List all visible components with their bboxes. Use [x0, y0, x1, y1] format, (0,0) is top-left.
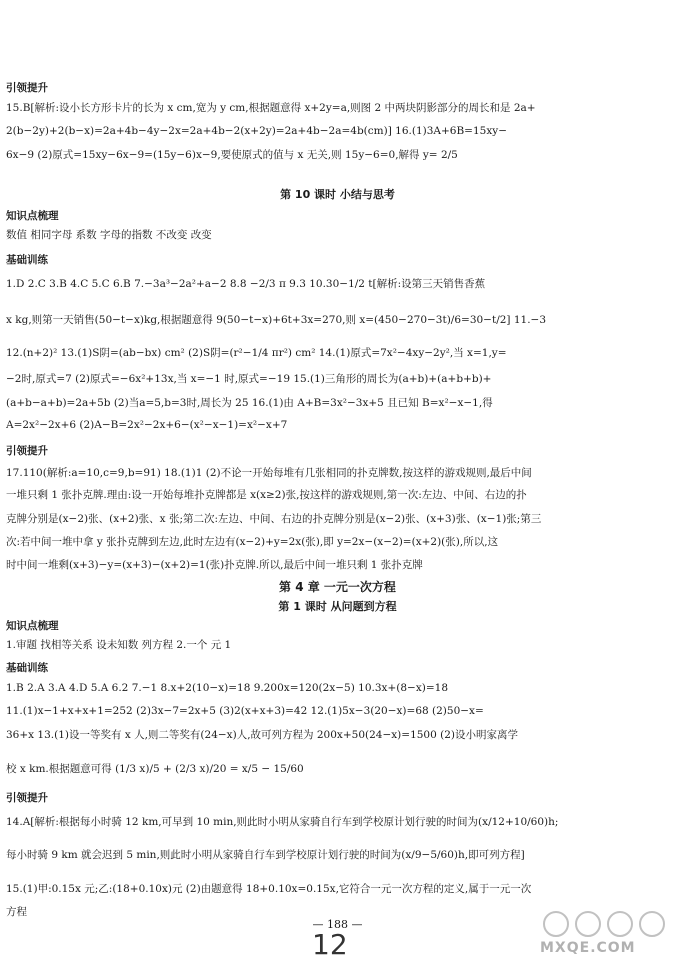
text-line: 1.审题 找相等关系 设未知数 列方程 2.一个 元 1: [6, 639, 232, 651]
lesson-title: 第 10 课时 小结与思考: [280, 188, 395, 201]
lesson-title: 第 1 课时 从问题到方程: [278, 600, 397, 613]
text-line: 数值 相同字母 系数 字母的指数 不改变 改变: [6, 229, 212, 241]
text-line: 15.(1)甲:0.15x 元;乙:(18+0.10x)元 (2)由题意得 18+0.10x=0.15x,它符合一元一次方程的定义,属于一元一次: [6, 883, 532, 895]
section-label-advance-top: 引领提升: [6, 82, 48, 94]
watermark-icon: [540, 908, 668, 940]
watermark-logo: [540, 908, 668, 960]
text-line: 14.A[解析:根据每小时骑 12 km,可早到 10 min,则此时小明从家骑自行车到学校原计划行驶的时间为(x/12+10/60)h;: [6, 816, 559, 828]
section-label-advance: 引领提升: [6, 792, 48, 804]
text-line: A=2x²−2x+6 (2)A−B=2x²−2x+6−(x²−x−1)=x²−x+7: [6, 419, 288, 431]
text-line: −2时,原式=7 (2)原式=−6x²+13x,当 x=−1 时,原式=−19 15.(1)三角形的周长为(a+b)+(a+b+b)+: [6, 373, 492, 385]
text-line: 方程: [6, 906, 27, 918]
section-label-basic: 基础训练: [6, 254, 48, 266]
handwritten-page-mark: 12: [312, 928, 348, 961]
text-line: 12.(n+2)² 13.(1)S阴=(ab−bx) cm² (2)S阴=(r²−1/4 πr²) cm² 14.(1)原式=7x²−4xy−2y²,当 x=1,y=: [6, 347, 507, 359]
page-number: — 188 —: [312, 918, 363, 931]
section-label-basic: 基础训练: [6, 662, 48, 674]
text-line: 一堆只剩 1 张扑克牌.理由:设一开始每堆扑克牌都是 x(x≥2)张,按这样的游戏规则,第一次:左边、中间、右边的扑: [6, 489, 527, 501]
section-label-knowledge: 知识点梳理: [6, 620, 59, 632]
text-line: 15.B[解析:设小长方形卡片的长为 x cm,宽为 y cm,根据题意得 x+2y=a,则图 2 中两块阴影部分的周长和是 2a+: [6, 102, 536, 114]
text-line: 每小时骑 9 km 就会迟到 5 min,则此时小明从家骑自行车到学校原计划行驶的时间为(x/9−5/60)h,即可列方程]: [6, 849, 525, 861]
section-label-advance: 引领提升: [6, 445, 48, 457]
watermark-text: MXQE.COM: [540, 940, 636, 956]
text-line: (a+b−a+b)=2a+5b (2)当a=5,b=3时,周长为 25 16.(1)由 A+B=3x²−3x+5 且已知 B=x²−x−1,得: [6, 397, 493, 409]
section-label-knowledge: 知识点梳理: [6, 210, 59, 222]
text-line: 17.110(解析:a=10,c=9,b=91) 18.(1)1 (2)不论一开始每堆有几张相同的扑克牌数,按这样的游戏规则,最后中间: [6, 467, 532, 479]
text-line: 36+x 13.(1)设一等奖有 x 人,则二等奖有(24−x)人,故可列方程为 200x+50(24−x)=1500 (2)设小明家离学: [6, 729, 518, 741]
text-line: 次:若中间一堆中拿 y 张扑克牌到左边,此时左边有(x−2)+y=2x(张),即 y=2x−(x−2)=(x+2)(张),所以,这: [6, 536, 499, 548]
text-line: 1.B 2.A 3.A 4.D 5.A 6.2 7.−1 8.x+2(10−x)=18 9.200x=120(2x−5) 10.3x+(8−x)=18: [6, 682, 448, 694]
text-line: 1.D 2.C 3.B 4.C 5.C 6.B 7.−3a³−2a²+a−2 8.8 −2/3 π 9.3 10.30−1/2 t[解析:设第三天销售香蕉: [6, 278, 486, 290]
text-line: 11.(1)x−1+x+x+1=252 (2)3x−7=2x+5 (3)2(x+x+3)=42 12.(1)5x−3(20−x)=68 (2)50−x=: [6, 705, 484, 717]
text-line: 克牌分别是(x−2)张、(x+2)张、x 张;第二次:左边、中间、右边的扑克牌分别是(x−2)张、(x+3)张、(x−1)张;第三: [6, 513, 542, 525]
text-line: 时中间一堆剩(x+3)−y=(x+3)−(x+2)=1(张)扑克牌.所以,最后中间一堆只剩 1 张扑克牌: [6, 559, 423, 571]
text-line: 6x−9 (2)原式=15xy−6x−9=(15y−6)x−9,要使原式的值与 x 无关,则 15y−6=0,解得 y= 2/5: [6, 149, 458, 161]
text-line: 2(b−2y)+2(b−x)=2a+4b−4y−2x=2a+4b−2(x+2y)=2a+4b−2a=4b(cm)] 16.(1)3A+6B=15xy−: [6, 125, 507, 137]
text-line: 校 x km.根据题意可得 (1/3 x)/5 + (2/3 x)/20 = x/5 − 15/60: [6, 763, 304, 775]
chapter-title: 第 4 章 一元一次方程: [279, 580, 396, 594]
text-line: x kg,则第一天销售(50−t−x)kg,根据题意得 9(50−t−x)+6t+3x=270,则 x=(450−270−3t)/6=30−t/2] 11.−3: [6, 314, 547, 326]
